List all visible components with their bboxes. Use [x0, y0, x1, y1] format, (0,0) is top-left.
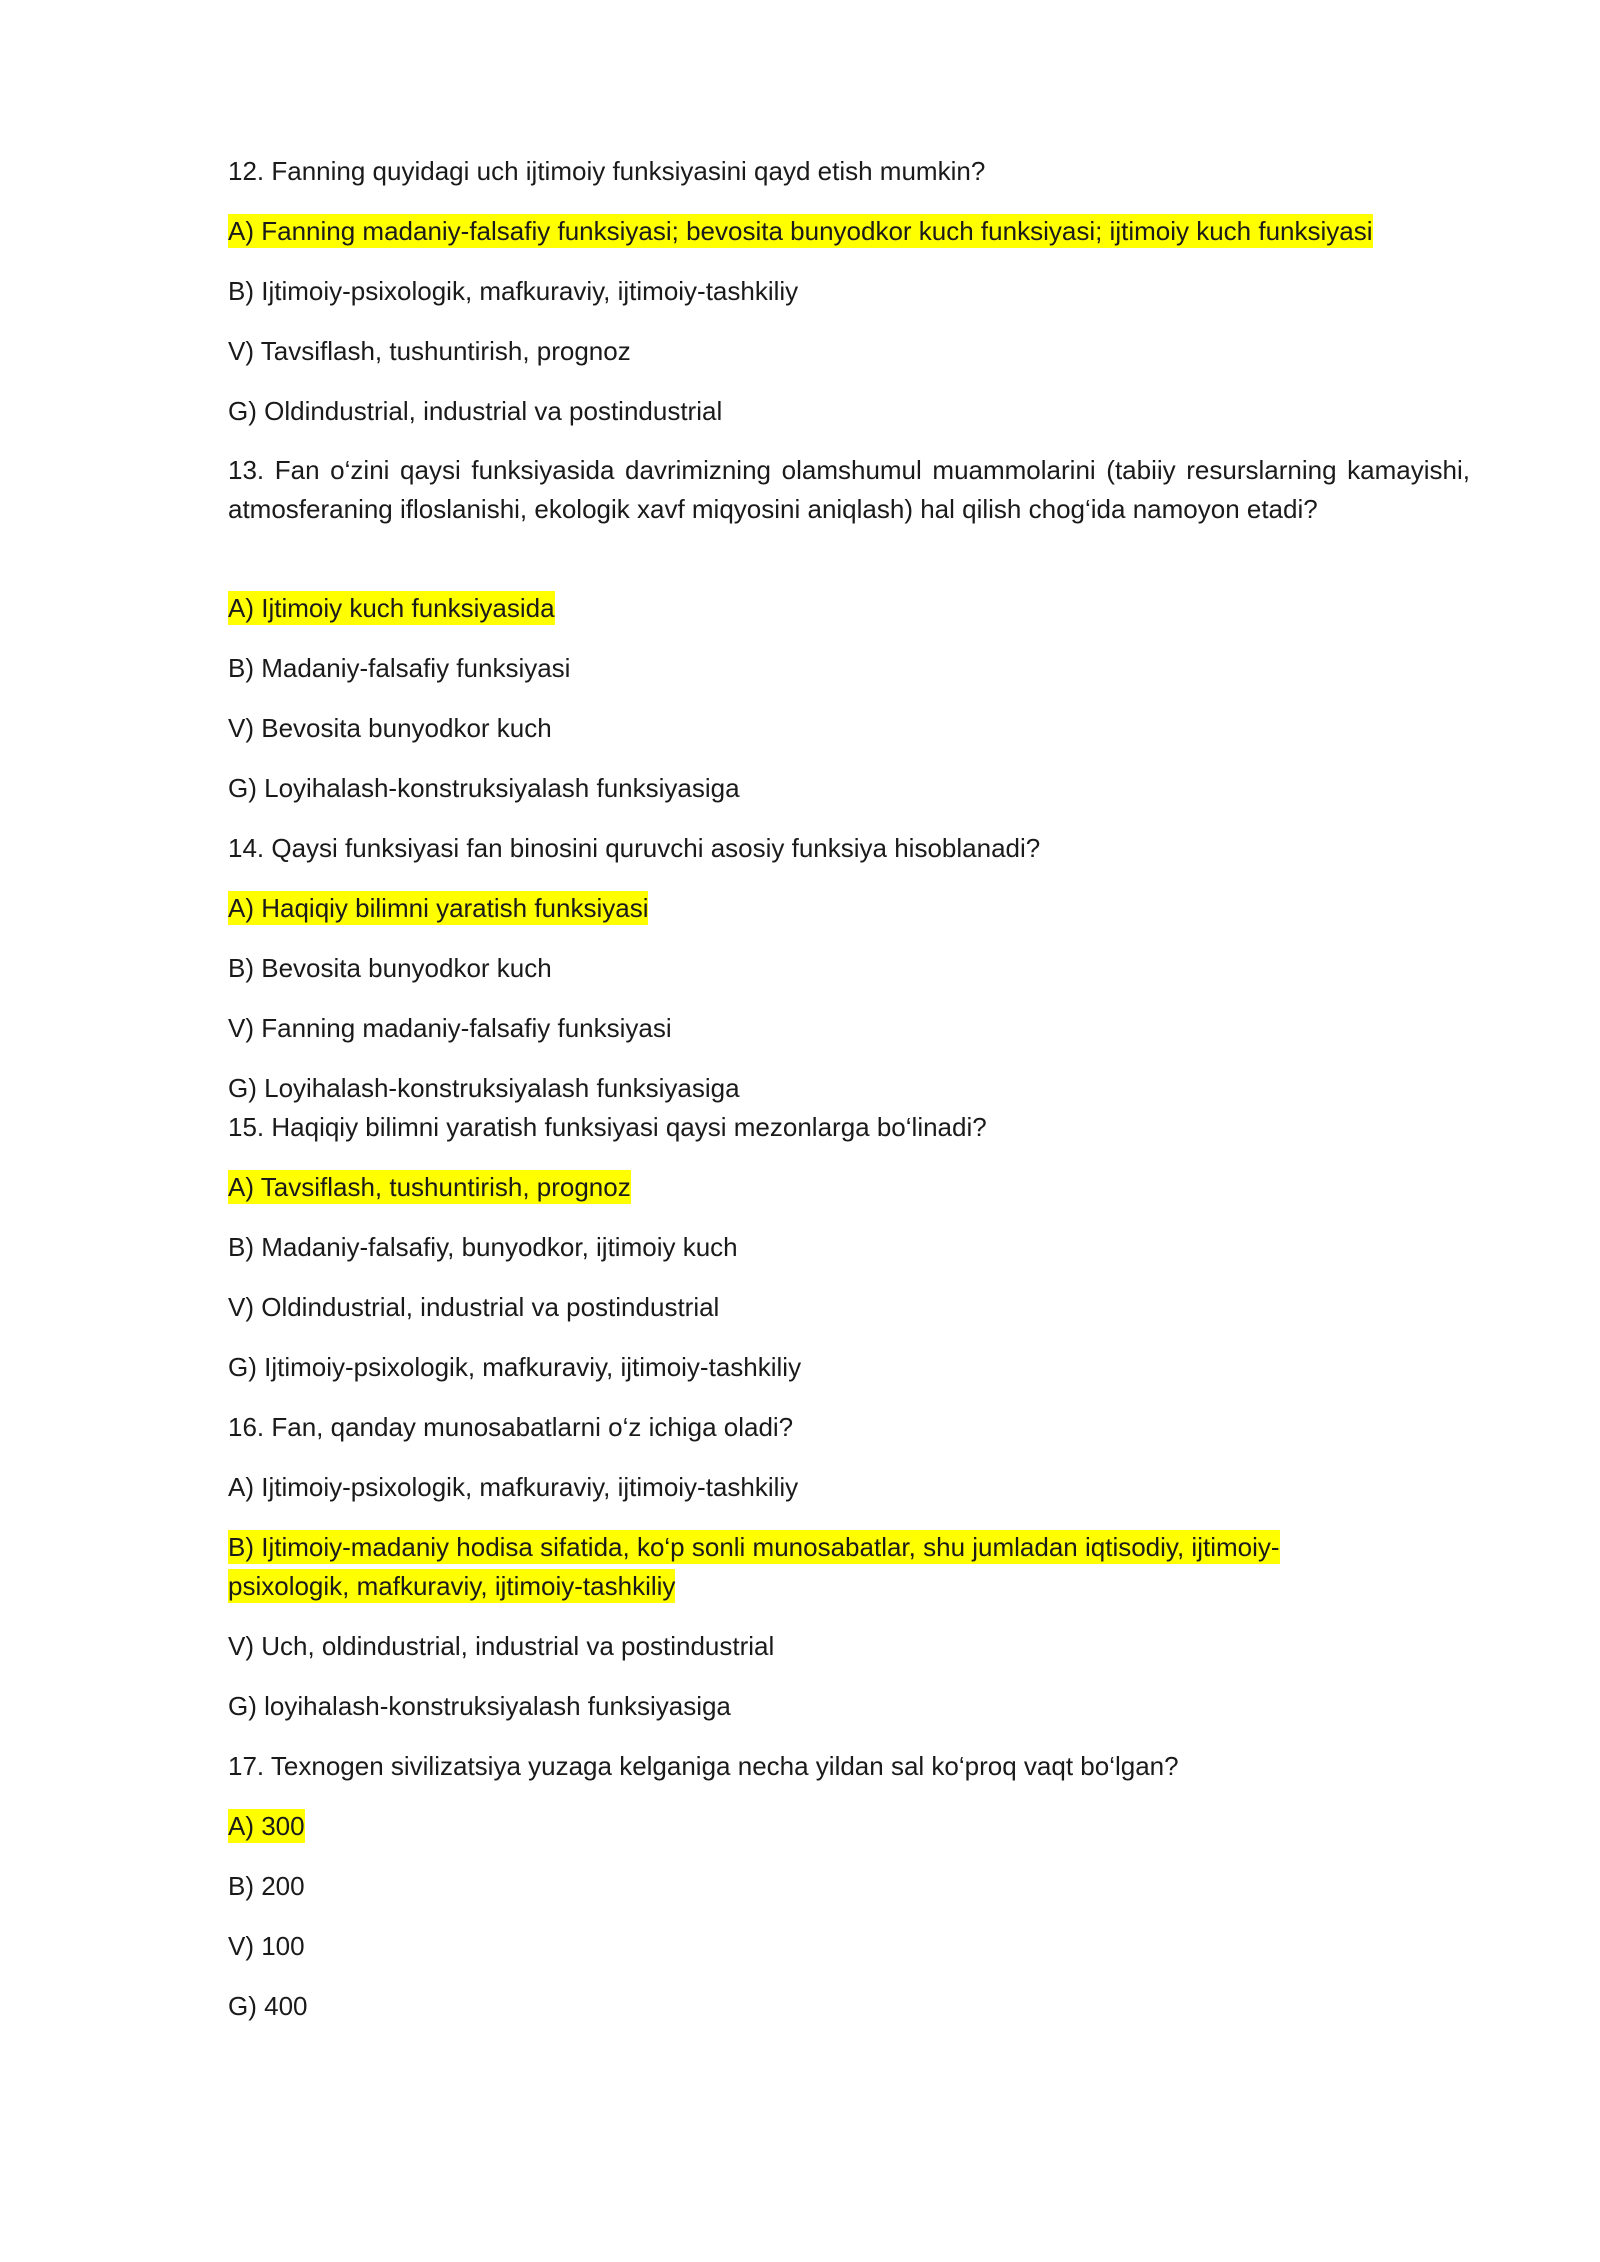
question-16-option-v: V) Uch, oldindustrial, industrial va postindustrial [228, 1631, 775, 1661]
question-14-option-g: G) Loyihalash-konstruksiyalash funksiyasiga [228, 1073, 740, 1103]
correct-answer-highlight: A) Fanning madaniy-falsafiy funksiyasi; bevosita bunyodkor kuch funksiyasi; ijtimoiy kuch funksiyasi [228, 216, 1373, 246]
question-14-option-a [228, 889, 648, 928]
question-14-text: 14. Qaysi funksiyasi fan binosini quruvchi asosiy funksiya hisoblanadi? [228, 833, 1041, 863]
question-15-text: 15. Haqiqiy bilimni yaratish funksiyasi qaysi mezonlarga bo‘linadi? [228, 1112, 987, 1142]
question-12-option-a [228, 212, 1373, 251]
question-17-option-a [228, 1807, 305, 1846]
correct-answer-highlight: A) Haqiqiy bilimni yaratish funksiyasi [228, 893, 649, 923]
question-16-option-a: A) Ijtimoiy-psixologik, mafkuraviy, ijtimoiy-tashkiliy [228, 1472, 799, 1502]
question-14-option-b: B) Bevosita bunyodkor kuch [228, 953, 552, 983]
question-13-option-a [228, 589, 555, 628]
correct-answer-highlight: A) Tavsiflash, tushuntirish, prognoz [228, 1172, 631, 1202]
question-15-option-a [228, 1168, 631, 1207]
correct-answer-highlight: A) 300 [228, 1811, 305, 1841]
question-14-option-v: V) Fanning madaniy-falsafiy funksiyasi [228, 1013, 672, 1043]
question-12-text: 12. Fanning quyidagi uch ijtimoiy funksiyasini qayd etish mumkin? [228, 156, 986, 186]
correct-answer-highlight: A) Ijtimoiy kuch funksiyasida [228, 593, 555, 623]
question-16-option-b [228, 1528, 1388, 1606]
question-17-option-v: V) 100 [228, 1931, 305, 1961]
question-17-option-b: B) 200 [228, 1871, 305, 1901]
question-13-option-v: V) Bevosita bunyodkor kuch [228, 713, 552, 743]
question-15-option-b: B) Madaniy-falsafiy, bunyodkor, ijtimoiy kuch [228, 1232, 738, 1262]
question-16-text: 16. Fan, qanday munosabatlarni o‘z ichiga oladi? [228, 1412, 794, 1442]
question-12-option-v: V) Tavsiflash, tushuntirish, prognoz [228, 336, 631, 366]
correct-answer-highlight: B) Ijtimoiy-madaniy hodisa sifatida, ko‘p sonli munosabatlar, shu jumladan iqtisodiy, ijtimoiy-psixologik, mafkuraviy, ijtimoiy-tashkiliy [228, 1532, 1280, 1601]
question-13-text: 13. Fan o‘zini qaysi funksiyasida davrimizning olamshumul muammolarini (tabiiy resurslarning kamayishi, atmosferaning ifloslanishi, ekologik xavf miqyosini aniqlash) hal qilish chog‘ida namoyon etadi? [228, 455, 1470, 524]
question-12-option-g: G) Oldindustrial, industrial va postindustrial [228, 396, 723, 426]
question-17-text: 17. Texnogen sivilizatsiya yuzaga kelganiga necha yildan sal ko‘proq vaqt bo‘lgan? [228, 1751, 1179, 1781]
question-15-option-g: G) Ijtimoiy-psixologik, mafkuraviy, ijtimoiy-tashkiliy [228, 1352, 802, 1382]
question-12-option-b: B) Ijtimoiy-psixologik, mafkuraviy, ijtimoiy-tashkiliy [228, 276, 799, 306]
question-13-option-g: G) Loyihalash-konstruksiyalash funksiyasiga [228, 773, 740, 803]
question-15-option-v: V) Oldindustrial, industrial va postindustrial [228, 1292, 720, 1322]
question-16-option-g: G) loyihalash-konstruksiyalash funksiyasiga [228, 1691, 731, 1721]
question-13-option-b: B) Madaniy-falsafiy funksiyasi [228, 653, 571, 683]
question-17-option-g: G) 400 [228, 1991, 308, 2021]
